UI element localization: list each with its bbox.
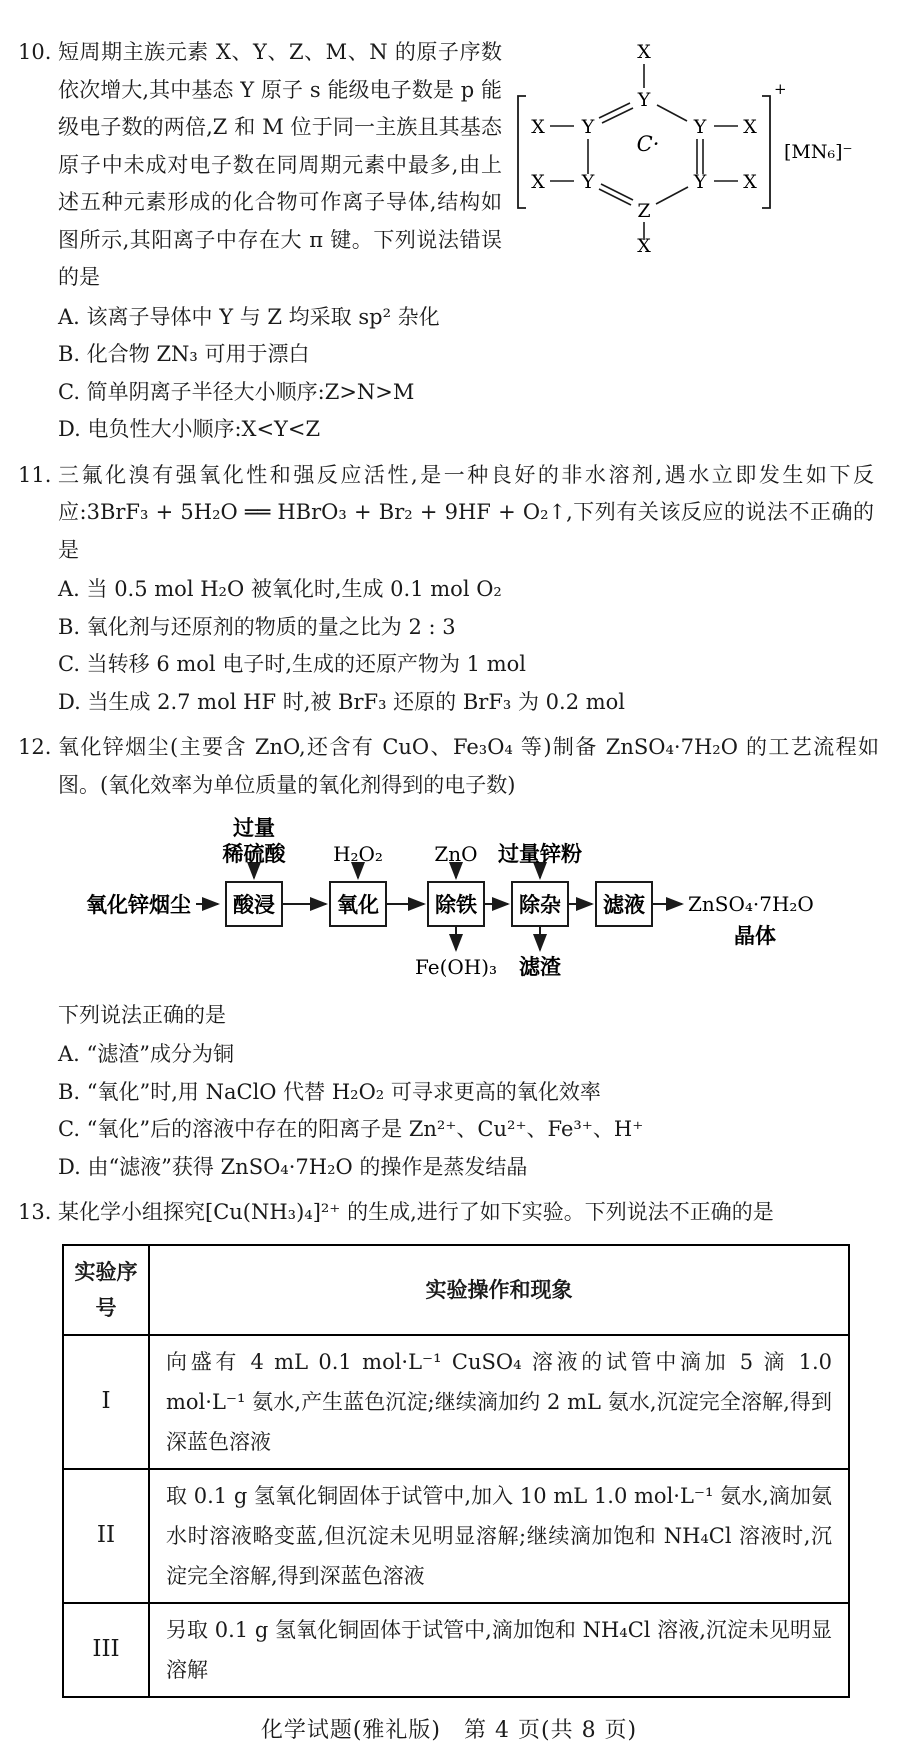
question-11-number: 11. — [18, 462, 52, 487]
question-11-option-c: C. 当转移 6 mol 电子时,生成的还原产物为 1 mol — [58, 652, 526, 676]
experiment-id: I — [63, 1335, 149, 1469]
question-10-option-d: D. 电负性大小顺序:X<Y<Z — [58, 417, 321, 441]
flow-step-oxidize: 氧化 — [337, 892, 379, 917]
radical-carbon-label: C· — [636, 132, 660, 156]
atom-label-y: Y — [581, 171, 595, 193]
flow-feed-h2o2: H₂O₂ — [333, 842, 383, 866]
experiment-table-header-row — [63, 1245, 849, 1335]
question-11-option-a: A. 当 0.5 mol H₂O 被氧化时,生成 0.1 mol O₂ — [58, 577, 502, 601]
flow-step-leach: 酸浸 — [233, 892, 275, 917]
question-10-stem: 短周期主族元素 X、Y、Z、M、N 的原子序数依次增大,其中基态 Y 原子 s 能级电子数是 p 能级电子数的两倍,Z 和 M 位于同一主族且其基态原子中未成对电子数在同周期元素中最多,由上述五种元素形成的化合物可作离子导体,结构如图所示,其阳离子中存在大 π 键。下列说法错误的是 — [58, 40, 502, 289]
question-10-number: 10. — [18, 40, 52, 64]
question-10-option-c: C. 简单阴离子半径大小顺序:Z>N>M — [58, 379, 415, 404]
table-row — [63, 1603, 849, 1697]
flow-output-feoh3: Fe(OH)₃ — [414, 955, 498, 979]
question-12-number: 12. — [18, 735, 52, 759]
atom-label-x: X — [531, 171, 545, 193]
atom-label-x: X — [531, 116, 545, 138]
table-row — [63, 1469, 849, 1603]
experiment-table — [62, 1244, 850, 1698]
flow-product-formula: ZnSO₄·7H₂O — [688, 892, 814, 916]
question-12-option-c: C. “氧化”后的溶液中存在的阳离子是 Zn²⁺、Cu²⁺、Fe³⁺、H⁺ — [58, 1117, 644, 1141]
question-10 — [18, 34, 880, 449]
flow-feed-excess-zinc-powder: 过量锌粉 — [498, 841, 582, 866]
experiment-description: 向盛有 4 mL 0.1 mol·L⁻¹ CuSO₄ 溶液的试管中滴加 5 滴 1.0 mol·L⁻¹ 氨水,产生蓝色沉淀;继续滴加约 2 mL 氨水,沉淀完全溶解,得到深蓝色溶液 — [149, 1335, 849, 1469]
question-12-option-d: D. 由“滤液”获得 ZnSO₄·7H₂O 的操作是蒸发结晶 — [58, 1154, 528, 1179]
flow-input-label: 氧化锌烟尘 — [86, 892, 191, 917]
flow-step-filtrate: 滤液 — [603, 892, 645, 917]
atom-label-x: X — [637, 235, 651, 257]
process-flow-diagram — [84, 810, 879, 995]
experiment-table-header-desc: 实验操作和现象 — [149, 1245, 849, 1335]
question-11-option-d: D. 当生成 2.7 mol HF 时,被 BrF₃ 还原的 BrF₃ 为 0.2 mol — [58, 689, 626, 714]
question-11 — [18, 457, 880, 722]
question-13 — [18, 1194, 880, 1232]
question-13-stem: 某化学小组探究[Cu(NH₃)₄]²⁺ 的生成,进行了如下实验。下列说法不正确的是 — [58, 1200, 774, 1224]
question-12-option-a: A. “滤渣”成分为铜 — [58, 1042, 234, 1066]
atom-label-y: Y — [693, 116, 707, 138]
experiment-id: II — [63, 1469, 149, 1603]
flow-output-residue: 滤渣 — [519, 954, 561, 979]
table-row — [63, 1335, 849, 1469]
flow-step-remove-impurity: 除杂 — [519, 892, 561, 917]
experiment-id: III — [63, 1603, 149, 1697]
question-10-option-b: B. 化合物 ZN₃ 可用于漂白 — [58, 342, 310, 366]
question-11-option-b: B. 氧化剂与还原剂的物质的量之比为 2 : 3 — [58, 614, 456, 639]
atom-label-x: X — [743, 116, 757, 138]
left-bracket — [518, 96, 526, 208]
flow-feed-dilute-sulfuric-acid: 稀硫酸 — [222, 841, 286, 866]
flow-product-crystal-label: 晶体 — [734, 923, 776, 948]
question-12 — [18, 729, 880, 1186]
experiment-table-header-id: 实验序号 — [63, 1245, 149, 1335]
question-13-number: 13. — [18, 1200, 52, 1224]
atom-label-z: Z — [637, 200, 651, 222]
atom-label-y: Y — [637, 89, 651, 111]
experiment-description: 另取 0.1 g 氢氧化铜固体于试管中,滴加饱和 NH₄Cl 溶液,沉淀未见明显溶解 — [149, 1603, 849, 1697]
molecule-structure-svg — [512, 36, 874, 258]
cation-charge: + — [774, 80, 787, 98]
molecule-structure-figure — [512, 36, 874, 258]
flow-feed-excess-label: 过量 — [233, 815, 275, 840]
atom-label-y: Y — [693, 171, 707, 193]
question-12-prompt: 下列说法正确的是 — [58, 1002, 226, 1027]
atom-label-x: X — [743, 171, 757, 193]
question-12-stem: 氧化锌烟尘(主要含 ZnO,还含有 CuO、Fe₃O₄ 等)制备 ZnSO₄·7H₂O 的工艺流程如图。(氧化效率为单位质量的氧化剂得到的电子数) — [58, 735, 879, 797]
atom-label-x: X — [637, 41, 651, 63]
experiment-description: 取 0.1 g 氢氧化铜固体于试管中,加入 10 mL 1.0 mol·L⁻¹ 氨水,滴加氨水时溶液略变蓝,但沉淀未见明显溶解;继续滴加饱和 NH₄Cl 溶液时,沉淀完全溶解,得到深蓝色溶液 — [149, 1469, 849, 1603]
process-flow-svg — [84, 810, 879, 982]
right-bracket — [762, 96, 770, 208]
atom-label-y: Y — [581, 116, 595, 138]
flow-step-remove-iron: 除铁 — [435, 892, 477, 917]
question-12-option-b: B. “氧化”时,用 NaClO 代替 H₂O₂ 可寻求更高的氧化效率 — [58, 1079, 601, 1104]
flow-feed-zno: ZnO — [434, 842, 478, 866]
anion-formula: [MN₆]⁻ — [784, 141, 853, 163]
page-footer: 化学试题(雅礼版) 第 4 页(共 8 页) — [260, 1717, 638, 1743]
question-11-stem: 三氟化溴有强氧化性和强反应活性,是一种良好的非水溶剂,遇水立即发生如下反应:3BrF₃ + 5H₂O ══ HBrO₃ + Br₂ + 9HF + O₂↑,下列有关该反应的说法不正确的是 — [58, 462, 874, 562]
question-10-option-a: A. 该离子导体中 Y 与 Z 均采取 sp² 杂化 — [58, 304, 440, 329]
